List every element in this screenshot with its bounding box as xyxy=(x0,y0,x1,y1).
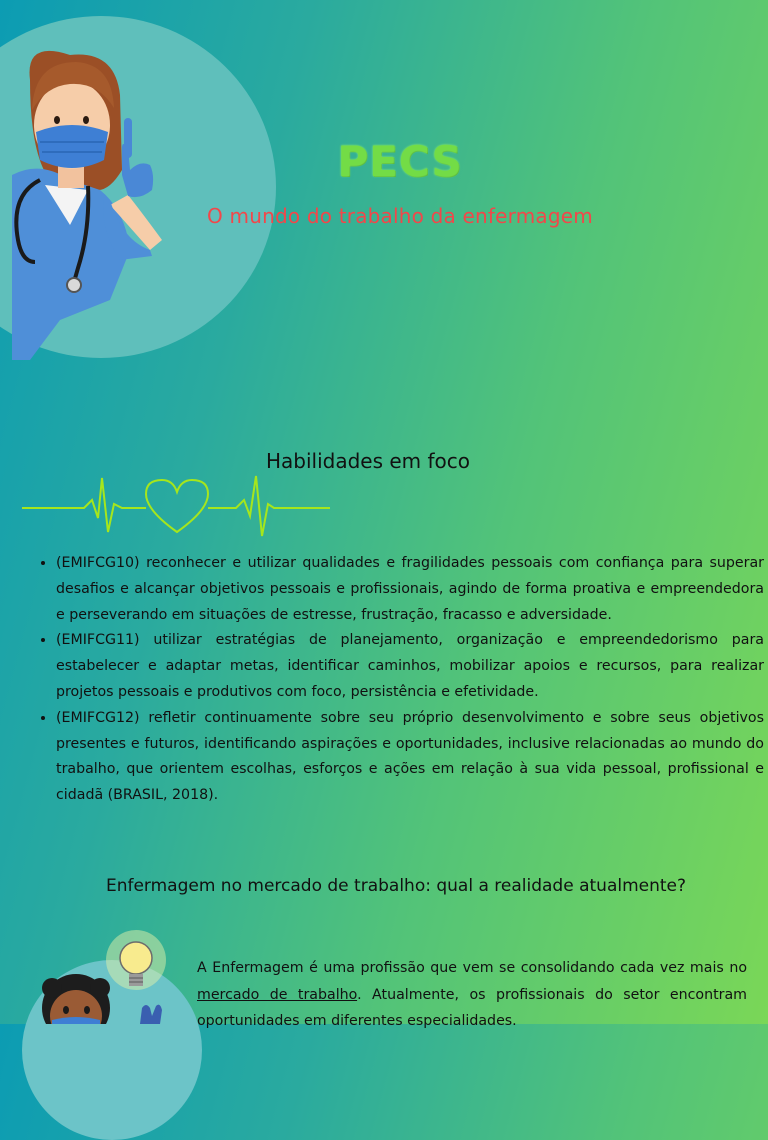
market-section-title: Enfermagem no mercado de trabalho: qual a realidade atualmente? xyxy=(105,876,687,896)
nurse-illustration xyxy=(0,0,200,360)
skill-item: • (EMIFCG12) refletir continuamente sobre seu próprio desenvolvimento e sobre seus objetivos presentes e futuros, identificando aspirações e oportunidades, inclusive relacionadas ao mundo do trabalho, que orientem escolhas, esforços e ações em relação à sua vida pessoal, profissional e cidadã (BRASIL, 2018). xyxy=(56,706,764,809)
market-paragraph xyxy=(197,955,747,1035)
market-text-start: A Enfermagem é uma profissão que vem se consolidando cada vez mais no xyxy=(197,960,747,976)
skills-section-title: Habilidades em foco xyxy=(265,449,471,473)
skills-list xyxy=(36,551,764,809)
heartbeat-line-icon xyxy=(22,470,334,540)
student-illustration xyxy=(0,930,200,1024)
page-subtitle: O mundo do trabalho da enfermagem xyxy=(207,204,593,228)
skill-item: • (EMIFCG10) reconhecer e utilizar qualidades e fragilidades pessoais com confiança para superar desafios e alcançar objetivos pessoais e profissionais, agindo de forma proativa e empreendedora e perseverando em situações de estresse, frustração, fracasso e adversidade. xyxy=(56,551,764,628)
heart-icon xyxy=(146,480,208,532)
skill-item: • (EMIFCG11) utilizar estratégias de planejamento, organização e empreendedorismo para estabelecer e adaptar metas, identificar caminhos, mobilizar apoios e recursos, para realizar projetos pessoais e produtivos com foco, persistência e efetividade. xyxy=(56,628,764,705)
market-link[interactable]: mercado de trabalho xyxy=(197,986,358,1003)
page-title: PECS xyxy=(337,137,463,186)
market-text-end: . Atualmente, os profissionais do setor encontram oportunidades em diferentes especialidades. xyxy=(197,986,747,1029)
lightbulb-icon xyxy=(106,930,166,990)
